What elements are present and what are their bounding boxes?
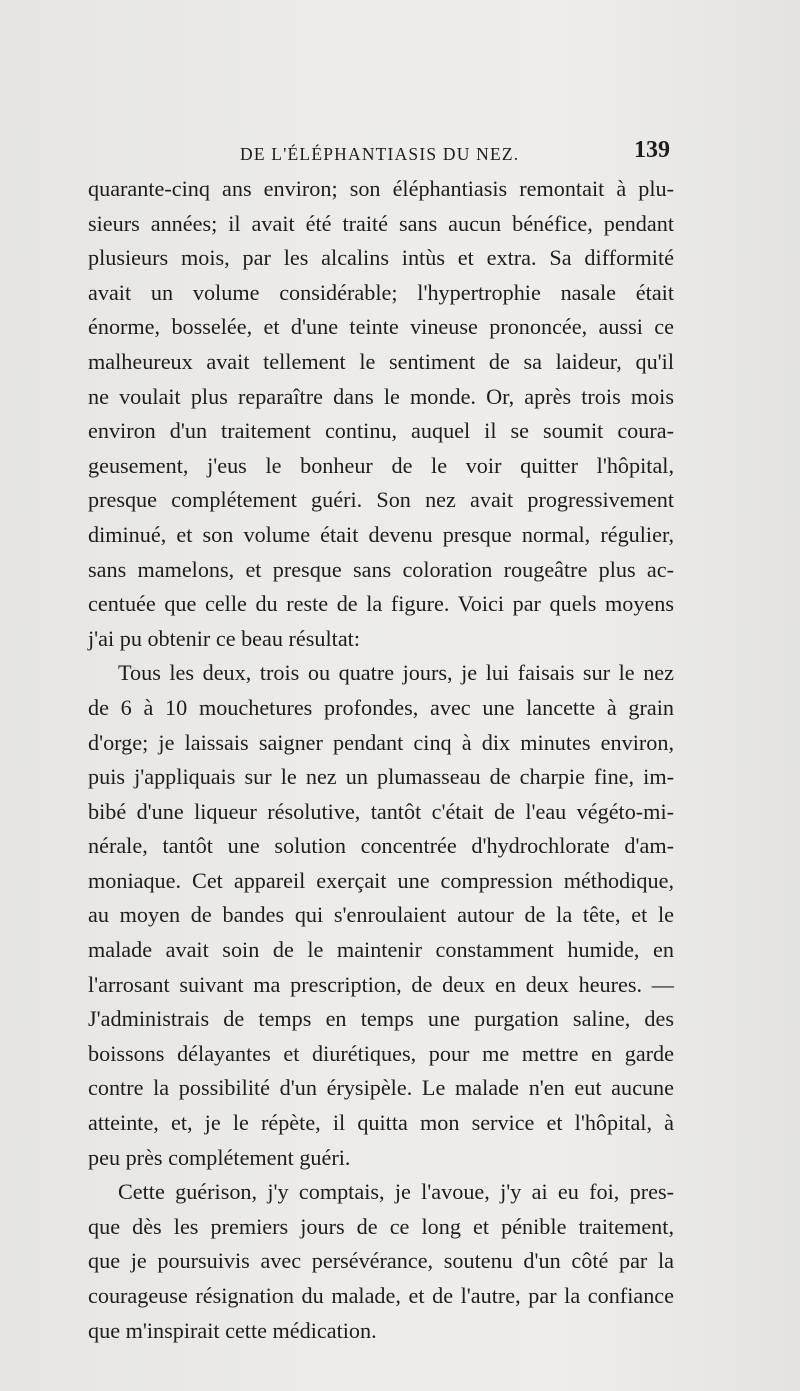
running-title: DE L'ÉLÉPHANTIASIS DU NEZ.: [240, 144, 520, 164]
text-line: malade avait soin de le maintenir constamment humide, en: [88, 937, 674, 963]
text-line: plusieurs mois, par les alcalins intùs et extra. Sa difformité: [88, 245, 674, 271]
text-line: courageuse résignation du malade, et de l'autre, par la confiance: [88, 1283, 674, 1308]
text-line: malheureux avait tellement le sentiment de sa laideur, qu'il: [88, 348, 674, 374]
text-line: ne voulait plus reparaître dans le monde. Or, après trois mois: [88, 383, 674, 409]
text-line: moniaque. Cet appareil exerçait une compression méthodique,: [88, 867, 674, 893]
paragraph-first-line: Cette guérison, j'y comptais, je l'avoue, j'y ai eu foi, pres-: [118, 1179, 674, 1205]
text-line: sieurs années; il avait été traité sans aucun bénéfice, pendant: [88, 210, 674, 236]
text-line: au moyen de bandes qui s'enroulaient autour de la tête, et le: [88, 902, 674, 928]
text-line: boissons délayantes et diurétiques, pour me mettre en garde: [88, 1040, 674, 1066]
text-line: diminué, et son volume était devenu presque normal, régulier,: [88, 521, 674, 547]
text-line: contre la possibilité d'un érysipèle. Le malade n'en eut aucune: [88, 1075, 674, 1101]
text-line: que je poursuivis avec persévérance, soutenu d'un côté par la: [88, 1248, 674, 1274]
paragraph-end-line: que m'inspirait cette médication.: [88, 1317, 377, 1343]
text-line: atteinte, et, je le répète, il quitta mon service et l'hôpital, à: [88, 1110, 674, 1136]
text-line: l'arrosant suivant ma prescription, de deux en deux heures. —: [88, 971, 674, 997]
text-line: centuée que celle du reste de la figure. Voici par quels moyens: [88, 591, 674, 617]
text-line: que dès les premiers jours de ce long et pénible traitement,: [88, 1213, 674, 1239]
text-line: énorme, bosselée, et d'une teinte vineuse prononcée, aussi ce: [88, 314, 674, 340]
text-line: puis j'appliquais sur le nez un plumasseau de charpie fine, im-: [88, 764, 674, 790]
text-line: presque complétement guéri. Son nez avait progressivement: [88, 487, 674, 513]
page-number: 139: [634, 137, 670, 163]
text-line: environ d'un traitement continu, auquel il se soumit coura-: [88, 418, 674, 444]
body-text: [88, 172, 674, 1348]
text-line: sans mamelons, et presque sans coloration rougeâtre plus ac-: [88, 556, 674, 582]
text-line: geusement, j'eus le bonheur de le voir quitter l'hôpital,: [88, 452, 674, 478]
text-line: nérale, tantôt une solution concentrée d'hydrochlorate d'am-: [88, 833, 674, 859]
paragraph-end-line: j'ai pu obtenir ce beau résultat:: [88, 625, 360, 651]
text-line: d'orge; je laissais saigner pendant cinq à dix minutes environ,: [88, 729, 674, 755]
text-line: de 6 à 10 mouchetures profondes, avec une lancette à grain: [88, 694, 674, 720]
text-line: quarante-cinq ans environ; son éléphantiasis remontait à plu-: [88, 176, 674, 201]
text-line: avait un volume considérable; l'hypertrophie nasale était: [88, 279, 674, 305]
paragraph-first-line: Tous les deux, trois ou quatre jours, je lui faisais sur le nez: [118, 660, 674, 686]
paragraph-end-line: peu près complétement guéri.: [88, 1144, 351, 1170]
text-line: J'administrais de temps en temps une purgation saline, des: [88, 1006, 674, 1032]
page-header: [88, 137, 674, 170]
text-line: bibé d'une liqueur résolutive, tantôt c'était de l'eau végéto-mi-: [88, 798, 674, 824]
